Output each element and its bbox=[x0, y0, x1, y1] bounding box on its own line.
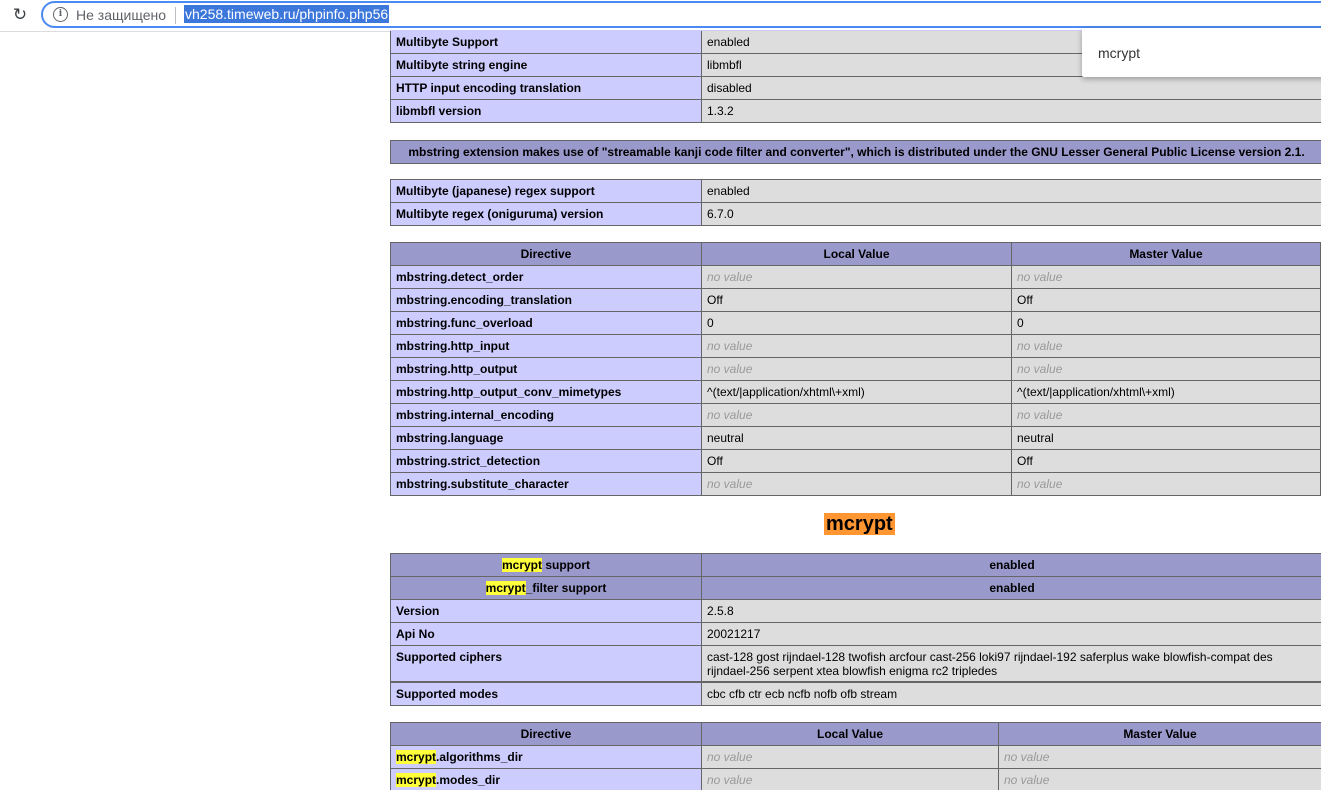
directive-name: mbstring.substitute_character bbox=[390, 472, 702, 496]
url-text[interactable]: vh258.timeweb.ru/phpinfo.php56 bbox=[185, 6, 389, 22]
search-highlight: mcrypt bbox=[396, 773, 437, 787]
master-value: Off bbox=[1011, 449, 1321, 473]
header-master: Master Value bbox=[1011, 242, 1321, 266]
header-master: Master Value bbox=[998, 722, 1321, 746]
support-value: enabled bbox=[701, 553, 1321, 577]
row-value: enabled bbox=[701, 30, 1321, 54]
table-row bbox=[390, 599, 1321, 622]
table-row bbox=[390, 682, 1321, 705]
table-row bbox=[390, 311, 1320, 334]
reload-icon[interactable]: ↻ bbox=[12, 5, 28, 24]
local-value: no value bbox=[701, 745, 999, 769]
local-value: no value bbox=[701, 265, 1012, 289]
table-header-row bbox=[390, 242, 1320, 265]
row-name: Supported ciphers bbox=[390, 645, 702, 682]
phpinfo-content bbox=[390, 30, 1321, 790]
master-value: no value bbox=[1011, 472, 1321, 496]
security-label[interactable]: Не защищено bbox=[76, 7, 166, 23]
row-value: 2.5.8 bbox=[701, 599, 1321, 623]
local-value: Off bbox=[701, 288, 1012, 312]
search-highlight: mcrypt bbox=[396, 750, 437, 764]
table-row bbox=[390, 99, 1321, 122]
local-value: Off bbox=[701, 449, 1012, 473]
directive-name: mbstring.func_overload bbox=[390, 311, 702, 335]
master-value: no value bbox=[1011, 403, 1321, 427]
master-value: no value bbox=[998, 768, 1321, 790]
row-value: cast-128 gost rijndael-128 twofish arcfour cast-256 loki97 rijndael-192 saferplus wake blowfish-compat des rijndael-256 serpent xtea blowfish enigma rc2 tripledes bbox=[701, 645, 1321, 682]
table-row bbox=[390, 472, 1320, 495]
find-suggestion-text[interactable]: mcrypt bbox=[1098, 45, 1140, 61]
row-name: HTTP input encoding translation bbox=[390, 76, 702, 100]
row-name: libmbfl version bbox=[390, 99, 702, 123]
table-row bbox=[390, 179, 1321, 202]
mbstring-regex-table bbox=[390, 179, 1321, 225]
row-name: Multibyte (japanese) regex support bbox=[390, 179, 702, 203]
support-label bbox=[390, 553, 702, 577]
table-row bbox=[390, 449, 1320, 472]
directive-name bbox=[390, 768, 702, 790]
table-header-row bbox=[390, 722, 1321, 745]
directive-name: mbstring.http_output_conv_mimetypes bbox=[390, 380, 702, 404]
table-row bbox=[390, 553, 1321, 576]
info-icon[interactable]: i bbox=[53, 7, 68, 22]
table-row bbox=[390, 768, 1321, 790]
directive-name bbox=[390, 745, 702, 769]
table-row bbox=[390, 645, 1321, 682]
header-local: Local Value bbox=[701, 242, 1012, 266]
local-value: no value bbox=[701, 334, 1012, 358]
mbstring-directives-table bbox=[390, 242, 1320, 495]
local-value: 0 bbox=[701, 311, 1012, 335]
directive-name: mbstring.internal_encoding bbox=[390, 403, 702, 427]
local-value: no value bbox=[701, 403, 1012, 427]
local-value: no value bbox=[701, 357, 1012, 381]
row-value: cbc cfb ctr ecb ncfb nofb ofb stream bbox=[701, 682, 1321, 706]
row-value: 6.7.0 bbox=[701, 202, 1321, 226]
mbstring-license-table bbox=[390, 140, 1321, 163]
search-highlight: mcrypt bbox=[485, 581, 526, 595]
table-row bbox=[390, 576, 1321, 599]
master-value: no value bbox=[1011, 357, 1321, 381]
support-label-rest: support bbox=[542, 558, 590, 572]
license-note: mbstring extension makes use of "streamable kanji code filter and converter", which is distributed under the GNU Lesser General Public License version 2.1. bbox=[390, 140, 1321, 164]
table-row bbox=[390, 745, 1321, 768]
table-row bbox=[390, 426, 1320, 449]
directive-name: mbstring.strict_detection bbox=[390, 449, 702, 473]
table-row bbox=[390, 380, 1320, 403]
local-value: neutral bbox=[701, 426, 1012, 450]
table-row bbox=[390, 334, 1320, 357]
local-value: no value bbox=[701, 472, 1012, 496]
row-name: Supported modes bbox=[390, 682, 702, 706]
row-name: Version bbox=[390, 599, 702, 623]
row-value: 20021217 bbox=[701, 622, 1321, 646]
directive-name: mbstring.http_output bbox=[390, 357, 702, 381]
table-row bbox=[390, 76, 1321, 99]
master-value: no value bbox=[1011, 265, 1321, 289]
table-row bbox=[390, 622, 1321, 645]
directive-name-rest: .modes_dir bbox=[436, 773, 501, 787]
header-directive: Directive bbox=[390, 242, 702, 266]
local-value: ^(text/|application/xhtml\+xml) bbox=[701, 380, 1012, 404]
row-name: Multibyte string engine bbox=[390, 53, 702, 77]
directive-name: mbstring.language bbox=[390, 426, 702, 450]
master-value: neutral bbox=[1011, 426, 1321, 450]
table-row bbox=[390, 265, 1320, 288]
table-row bbox=[390, 357, 1320, 380]
filter-support-label-rest: _filter support bbox=[525, 581, 607, 595]
master-value: Off bbox=[1011, 288, 1321, 312]
table-row bbox=[390, 403, 1320, 426]
master-value: 0 bbox=[1011, 311, 1321, 335]
directive-name: mbstring.encoding_translation bbox=[390, 288, 702, 312]
directive-name-rest: .algorithms_dir bbox=[436, 750, 523, 764]
row-name: Multibyte Support bbox=[390, 30, 702, 54]
header-local: Local Value bbox=[701, 722, 999, 746]
table-row bbox=[390, 288, 1320, 311]
row-value: libmbfl bbox=[701, 53, 1321, 77]
table-row bbox=[390, 202, 1321, 225]
mcrypt-section-title[interactable]: mcrypt bbox=[826, 513, 893, 535]
table-row bbox=[390, 140, 1321, 163]
master-value: no value bbox=[1011, 334, 1321, 358]
row-name: Api No bbox=[390, 622, 702, 646]
header-directive: Directive bbox=[390, 722, 702, 746]
filter-support-value: enabled bbox=[701, 576, 1321, 600]
filter-support-label bbox=[390, 576, 702, 600]
directive-name: mbstring.http_input bbox=[390, 334, 702, 358]
mcrypt-info-table bbox=[390, 553, 1321, 705]
mcrypt-directives-table bbox=[390, 722, 1321, 790]
local-value: no value bbox=[701, 768, 999, 790]
row-value: 1.3.2 bbox=[701, 99, 1321, 123]
row-name: Multibyte regex (oniguruma) version bbox=[390, 202, 702, 226]
address-separator bbox=[175, 7, 176, 24]
master-value: no value bbox=[998, 745, 1321, 769]
master-value: ^(text/|application/xhtml\+xml) bbox=[1011, 380, 1321, 404]
row-value: enabled bbox=[701, 179, 1321, 203]
row-value: disabled bbox=[701, 76, 1321, 100]
search-highlight: mcrypt bbox=[501, 558, 542, 572]
address-bar[interactable] bbox=[41, 1, 1321, 28]
directive-name: mbstring.detect_order bbox=[390, 265, 702, 289]
find-suggestion-popup[interactable] bbox=[1082, 28, 1321, 77]
